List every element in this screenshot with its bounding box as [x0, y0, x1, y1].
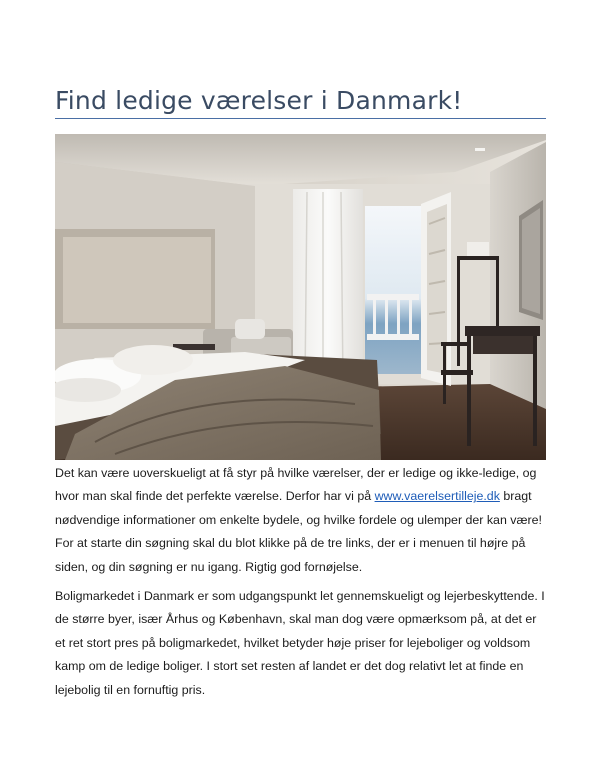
housing-market-paragraph: Boligmarkedet i Danmark er som udgangspunkt let gennemskueligt og lejerbeskyttende. I de større byer, især Århus og København, skal man dog være opmærksom på, at det er et ret stort pres på boligmarkedet, hvilket betyder høje priser for lejeboliger og voldsom kamp om de ledige boliger. I stort set resten af landet er det dog relativt let at finde en lejebolig til en fornuftig pris. [55, 589, 545, 697]
page-title: Find ledige værelser i Danmark! [55, 86, 463, 115]
intro-text-before-link: Det kan være uoverskueligt at få styr på hvilke værelser, der er ledige og ikke-ledige, og hvor man skal finde det perfekte værelse. Derfor har vi på [55, 466, 537, 504]
title-underline [55, 118, 546, 119]
intro-text-after-link: bragt nødvendige informationer om enkelte bydele, og hvilke fordele og ulemper der kan være! For at starte din søgning skal du blot klikke på de tre links, der er i menuen til højre på siden, og din søgning er nu igang. Rigtig god fornøjelse. [55, 489, 542, 574]
intro-paragraph [55, 462, 548, 579]
hotel-room-photo [55, 134, 546, 460]
website-link[interactable]: www.vaerelsertilleje.dk [374, 489, 500, 504]
